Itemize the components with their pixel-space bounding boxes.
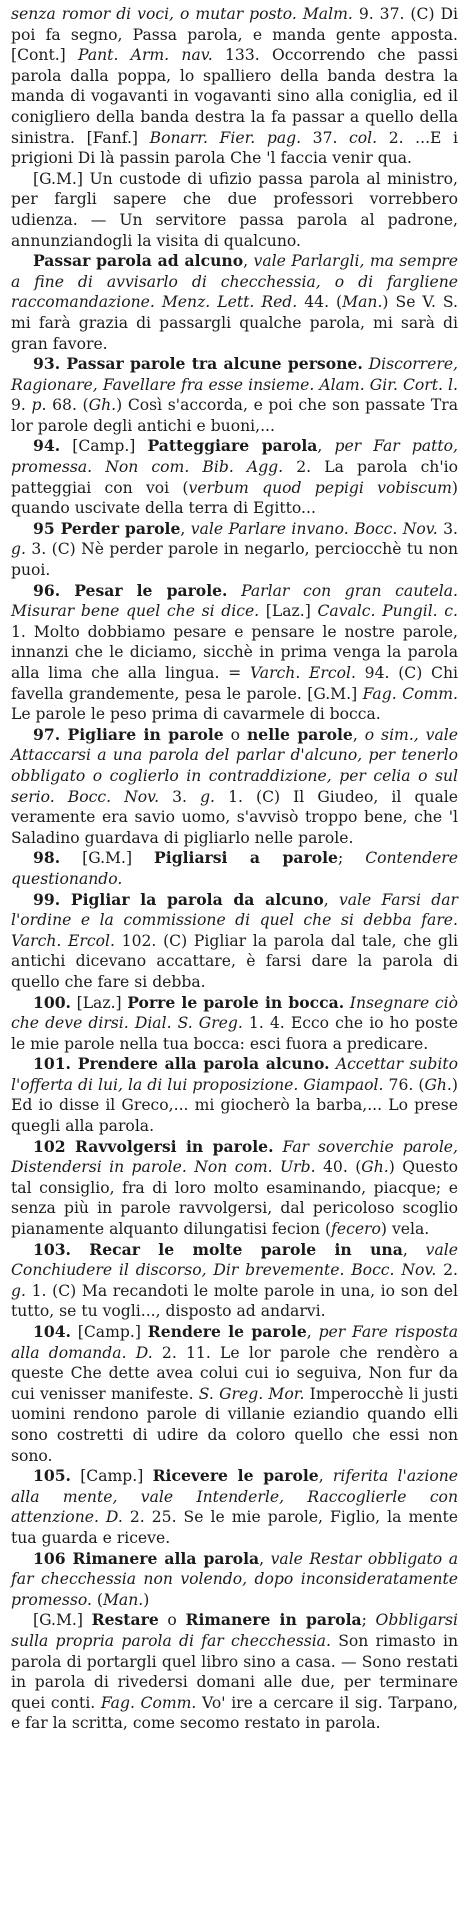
entry-headword: 93. Passar parole tra alcune persone.	[33, 354, 363, 374]
italic-text: p.	[31, 396, 47, 415]
entry-paragraph	[11, 1054, 458, 1136]
italic-text: o sim., vale Attaccarsi a una parola del parlar d'alcuno, per tenerlo obbligato o coglierlo in contraddizione, per celia o sul serio. Bocc. Nov.	[11, 725, 458, 806]
entry-headword: Passar parola ad alcuno	[33, 251, 244, 271]
text-run: [G.M.] Un custode di ufizio passa parola al ministro, per fargli sapere che due professori vorrebbero udienza. — Un servitore passa parola al padrone, annunziandogli la visita di qualcuno.	[11, 169, 458, 250]
entry-paragraph	[11, 581, 458, 725]
text-run: 3.	[159, 787, 201, 806]
entry-headword: Porre le parole in bocca.	[127, 992, 345, 1012]
text-run: ) vela.	[380, 1220, 430, 1239]
italic-text: fecero	[331, 1220, 381, 1239]
italic-text: vale Farsi dar l'ordine e la commissione di quel che si debba fare. Varch. Ercol.	[11, 890, 458, 950]
entry-headword: 98.	[33, 848, 61, 868]
italic-text: g.	[200, 787, 216, 806]
italic-text: Parlar con gran cautela. Misurar bene quel che si dice.	[11, 581, 458, 621]
italic-text: Obbligarsi sulla propria parola di far checchessia.	[11, 1611, 458, 1650]
italic-text: riferita l'azione alla mente, vale Intenderle, Raccoglierle con attenzione. D.	[11, 1467, 458, 1527]
text-run: Le parole le peso prima di cavarmele di bocca.	[11, 705, 381, 724]
text-run: ;	[337, 849, 366, 868]
text-run: [Laz.]	[259, 602, 318, 621]
entry-paragraph	[11, 251, 458, 354]
text-run: 1. 4. Ecco che io ho poste le mie parole nella tua bocca: esci fuora a predicare.	[11, 1014, 458, 1053]
italic-text: per Far patto, promessa. Non com. Bib. Agg.	[11, 437, 458, 477]
italic-text: Gh.	[361, 1158, 389, 1177]
italic-text: Gh.	[424, 1075, 452, 1094]
text-run: 3. (C) Nè perder parole in negarlo, perciocchè tu non puoi.	[11, 540, 458, 580]
text-run: [G.M.]	[60, 849, 155, 868]
text-run: 40. (	[315, 1158, 362, 1177]
entry-headword: Rimanere in parola	[185, 1610, 362, 1630]
entry-headword: 104.	[33, 1322, 71, 1341]
entry-headword: 95 Perder parole	[33, 518, 181, 538]
text-run: 133. Occorrendo che passi parola dalla poppa, lo spalliero della banda destra la manda di vogavanti in vogavanti sino alla coniglia, ed il conigliero della banda destra la fa passar a quello della sinistra. [Fanf.]	[11, 46, 459, 147]
entry-paragraph	[11, 519, 458, 581]
entry-paragraph	[11, 354, 458, 436]
italic-text: g.	[11, 540, 26, 559]
italic-text: verbum quod pepigi vobiscum	[188, 478, 452, 497]
text-run: 102. (C) Pigliar la parola dal tale, che gli antichi dicevano accattare, è farsi dare la parola di quello che fare si debba.	[11, 931, 458, 991]
italic-text: Fag. Comm.	[362, 684, 458, 703]
entry-paragraph	[11, 169, 458, 251]
italic-text: Cavalc. Pungil. c.	[317, 602, 458, 621]
italic-text: Insegnare ciò che deve dirsi. Dial. S. Greg.	[11, 993, 458, 1033]
italic-text: col.	[349, 128, 378, 147]
entry-paragraph	[11, 1240, 458, 1322]
text-run: ) quando uscivate della terra di Egitto...	[11, 478, 458, 518]
italic-text: Contendere questionando.	[11, 849, 458, 888]
entry-headword: 106 Rimanere alla parola	[33, 1548, 260, 1568]
text-run: )	[143, 1590, 150, 1609]
entry-headword: Pigliarsi a parole	[154, 848, 338, 868]
text-run: 3.	[437, 519, 458, 538]
text-run: [Camp.]	[70, 1467, 153, 1486]
italic-text: vale Parlargli, ma sempre a fine di avvisarlo di checchessia, o di fargliene raccomandazione. Menz. Lett. Red.	[11, 252, 458, 312]
text-run: ,	[402, 1240, 426, 1259]
entry-paragraph	[11, 1610, 458, 1734]
entry-paragraph	[11, 848, 458, 889]
text-run: ,	[180, 519, 191, 538]
entry-paragraph	[11, 993, 458, 1055]
text-run: 2. La parola ch'io patteggiai con voi (	[11, 458, 459, 497]
text-run: Vo' ire a cercare il sig. Tarpano, e far la scritta, come secomo restato in parola.	[11, 1693, 459, 1733]
text-run: ) Così s'accorda, e poi che son passate Tra lor parole degli antichi e buoni,...	[11, 396, 459, 435]
italic-text: Gh.	[88, 396, 117, 415]
italic-text: Far soverchie parole, Distendersi in parole. Non com. Urb.	[11, 1137, 458, 1177]
italic-text: vale Restar obbligato a far checchessia non volendo, dopo inconsideratamente promesso.	[11, 1549, 459, 1609]
entry-headword: Patteggiare parola	[147, 436, 318, 456]
italic-text: Discorrere, Ragionare, Favellare fra esse insieme. Alam. Gir. Cort. l.	[11, 355, 458, 394]
text-run: 1. Molto dobbiamo pesare e pensare le nostre parole, innanzi che le diciamo, sicchè in prima venga la parola alla lima che alla lingua. =	[11, 622, 458, 682]
entry-headword: Ricevere le parole	[152, 1466, 319, 1486]
entry-paragraph	[11, 725, 458, 849]
text-run: 1. (C) Ma recandoti le molte parole in una, io son del tutto, se tu vogli..., disposto ad andarvi.	[11, 1281, 458, 1321]
text-run: (	[91, 1590, 103, 1609]
text-run: ) Se V. S. mi farà grazia di passargli qualche parola, mi sarà di gran favore.	[11, 293, 459, 353]
entry-headword: Rendere le parole	[147, 1322, 307, 1341]
text-run: ,	[323, 890, 339, 909]
italic-text: Fag. Comm.	[100, 1693, 197, 1712]
italic-text: Man.	[342, 293, 383, 312]
text-run: [G.M.]	[33, 1611, 92, 1630]
text-run: ;	[361, 1611, 376, 1630]
text-run: Imperocchè li justi uomini rendono parole di villanie eziandio quando elli sono costretti di udire da coloro quello che essi non sono.	[11, 1384, 458, 1465]
italic-text: senza romor di voci, o mutar posto. Malm.	[11, 5, 353, 23]
italic-text: Bonarr. Fier. pag.	[149, 128, 302, 147]
text-run: ) Questo tal consiglio, fra di loro molto esaminando, piacque; e senza più in parole ravvolgersi, dal pericoloso scoglio pianamente alquanto dilungatisi fecion (	[11, 1158, 458, 1239]
italic-text: Man.	[102, 1590, 144, 1609]
italic-text: Accettar subito l'offerta di lui, la di lui proposizione. Giampaol.	[11, 1055, 458, 1094]
text-run: 2. 25. Se le mie parole, Figlio, la mente tua guarda e riceve.	[11, 1508, 458, 1547]
text-run: 68. (	[46, 396, 89, 415]
text-run: ,	[259, 1549, 271, 1568]
text-run: ,	[318, 1467, 333, 1486]
entry-paragraph	[11, 890, 458, 993]
entry-headword: 105.	[33, 1466, 71, 1486]
italic-text: S. Greg. Mor.	[198, 1384, 305, 1403]
entry-paragraph	[11, 1137, 458, 1240]
text-run: 2. ...E i prigioni Di là passin parola Che 'l faccia venir qua.	[11, 128, 458, 168]
entry-paragraph	[11, 1549, 458, 1611]
text-run: 2.	[436, 1261, 458, 1280]
text-run: ,	[317, 437, 335, 456]
text-run: 44. (	[297, 293, 343, 312]
text-run: ,	[306, 1323, 319, 1341]
text-run: 9. 37. (C) Di poi fa segno, Passa parola, e manda gente apposta. [Cont.]	[11, 5, 458, 65]
text-run: Son rimasto in parola di portargli quel libro sino a casa. — Sono restati in parola di rivedersi domani alle due, per terminare quei conti.	[11, 1631, 458, 1712]
text-run: 2. 11. Le lor parole che rendèro a queste Che dette avea colui cui io seguiva, Non fur da cui venisser manifeste.	[11, 1343, 458, 1403]
entry-paragraph	[11, 436, 458, 518]
text-run	[227, 582, 241, 600]
italic-text: Varch. Ercol.	[249, 664, 356, 682]
entry-headword: nelle parole	[246, 724, 353, 744]
text-run: 94. (C) Chi favella grandemente, pesa le parole. [G.M.]	[11, 664, 458, 703]
italic-text: vale Conchiudere il discorso, Dir brevemente. Bocc. Nov.	[11, 1240, 458, 1280]
text-run: ,	[352, 725, 365, 744]
entry-headword: 101. Prendere alla parola alcuno.	[33, 1054, 330, 1074]
entry-headword: 103. Recar le molte parole in una	[33, 1239, 403, 1259]
text-run: ) Ed io disse il Greco,... mi giocherò la barba,... Lo prese quegli alla parola.	[11, 1075, 458, 1136]
text-run: [Laz.]	[70, 993, 128, 1012]
italic-text: Pant. Arm. nav.	[78, 46, 213, 65]
italic-text: g.	[11, 1281, 26, 1300]
text-run: ,	[243, 252, 254, 271]
entry-headword: 97. Pigliare in parole	[33, 724, 224, 744]
text-run: 76. (	[383, 1075, 425, 1094]
text-run: [Camp.]	[70, 1323, 148, 1341]
entry-paragraph	[11, 1466, 458, 1548]
entry-paragraph	[11, 1322, 458, 1466]
entry-headword: 99. Pigliar la parola da alcuno	[33, 889, 324, 909]
entry-paragraph	[11, 4, 458, 169]
italic-text: vale Parlare invano. Bocc. Nov.	[190, 519, 438, 538]
italic-text: per Fare risposta alla domanda. D.	[11, 1323, 458, 1362]
text-run: 37.	[301, 128, 350, 147]
entry-headword: 100.	[33, 992, 71, 1012]
text-run: 1. (C) Il Giudeo, il quale veramente era savio uomo, s'avvisò troppo bene, che 'l Saladino guardava di pigliarlo nelle parole.	[11, 787, 458, 847]
text-run: 9.	[11, 396, 32, 415]
entry-headword: 94.	[33, 436, 61, 456]
text-run: o	[223, 725, 247, 744]
text-run: o	[158, 1611, 186, 1630]
entry-headword: 96. Pesar le parole.	[33, 580, 228, 600]
entry-headword: 102 Ravvolgersi in parole.	[33, 1136, 274, 1156]
entry-headword: Restare	[91, 1610, 159, 1630]
text-run: [Camp.]	[60, 437, 148, 456]
